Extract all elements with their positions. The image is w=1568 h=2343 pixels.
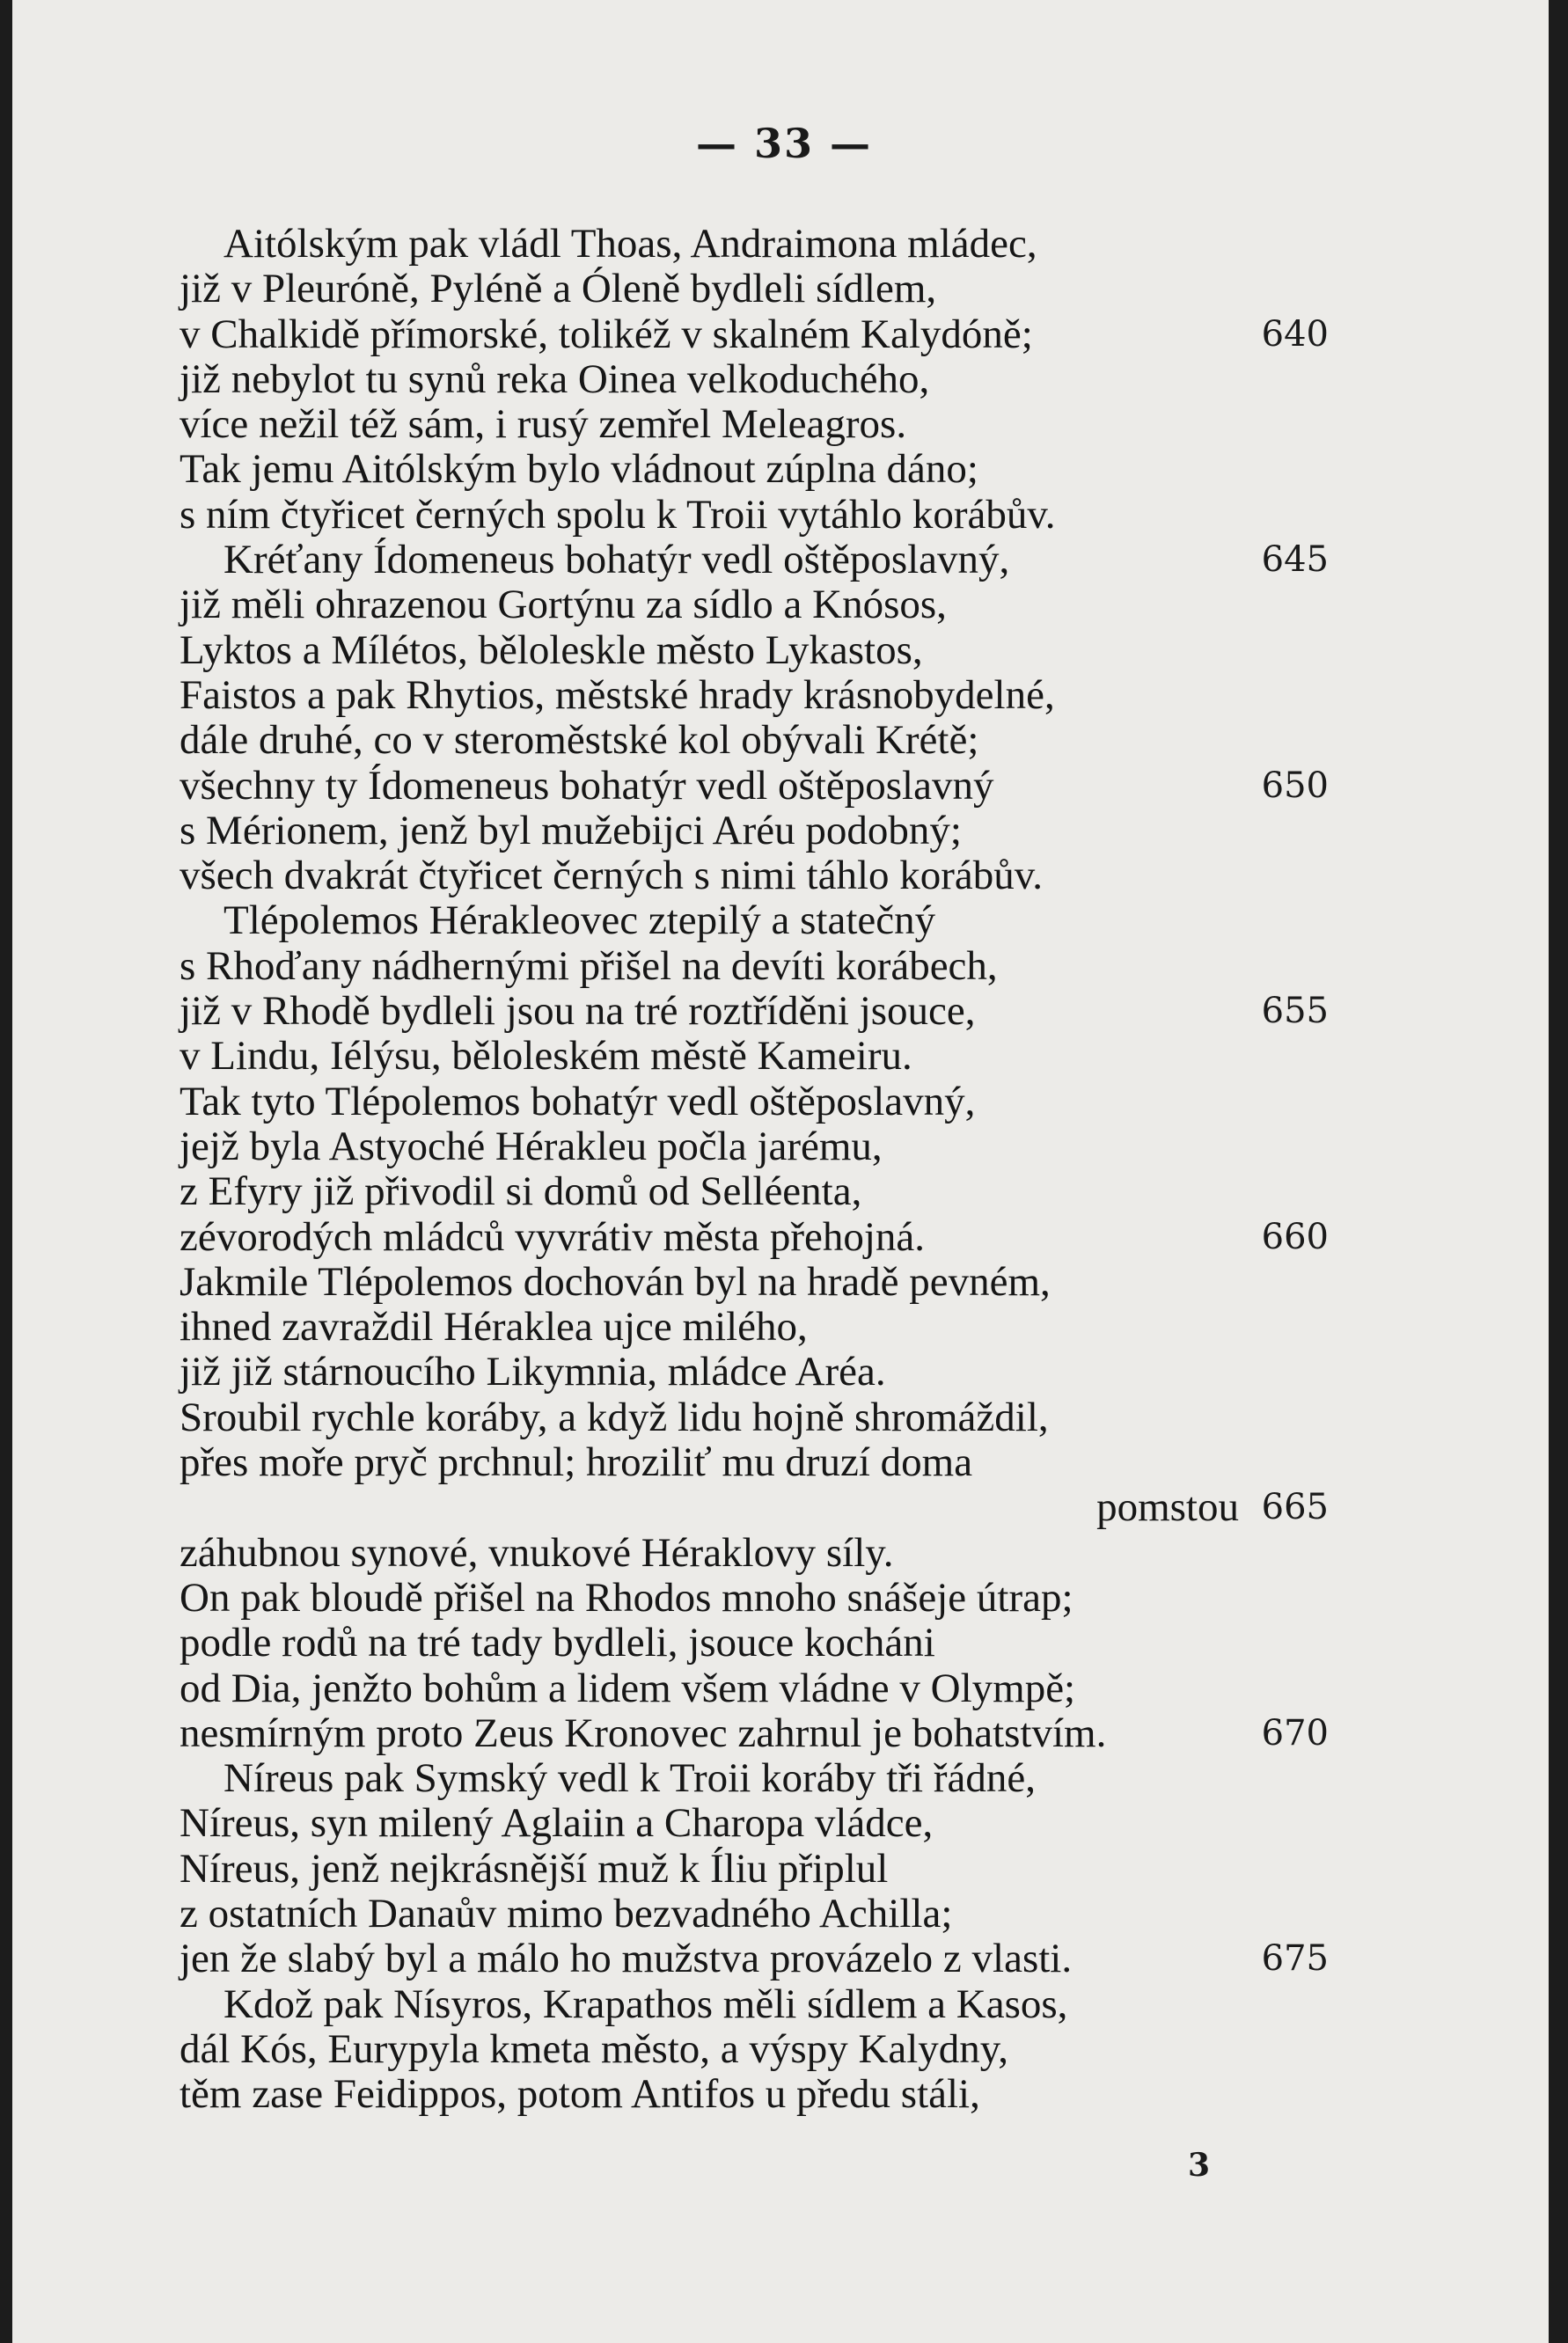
verse-line-text: Tlépolemos Hérakleovec ztepilý a statečný [223, 897, 936, 944]
verse-line-text: Lyktos a Mílétos, běloleskle město Lykastos, [180, 626, 923, 673]
verse-line-text: s Rhoďany nádhernými přišel na devíti korábech, [180, 942, 998, 989]
verse-line [180, 2072, 1350, 2117]
verse-line-text: již již stárnoucího Likymnia, mládce Aréa. [180, 1349, 886, 1395]
verse-line-text: Jakmile Tlépolemos dochován byl na hradě pevném, [180, 1258, 1051, 1305]
verse-line [180, 944, 1350, 989]
verse-line [180, 718, 1350, 763]
scan-border-right [1549, 0, 1568, 2343]
verse-line [180, 628, 1350, 673]
verse-line-text: všechny ty Ídomeneus bohatýr vedl oštěposlavný [180, 762, 994, 809]
verse-line [180, 2027, 1350, 2072]
verse-text [180, 222, 1350, 2117]
verse-line [180, 1621, 1350, 1666]
verse-line-text: zévorodých mládců vyvrátiv města přehojná. [180, 1213, 926, 1260]
verse-line [180, 357, 1350, 402]
line-number: 655 [1261, 991, 1329, 1032]
verse-line [180, 1440, 1350, 1485]
verse-line [180, 582, 1350, 627]
verse-line [180, 1666, 1350, 1711]
verse-line-text: jen že slabý byl a málo ho mužstva provázelo z vlasti. [180, 1936, 1073, 1982]
verse-line-text: těm zase Feidippos, potom Antifos u předu stáli, [180, 2071, 980, 2118]
page-number-header: — 33 — [695, 120, 873, 167]
verse-line [180, 1215, 1350, 1260]
verse-line-text: Tak tyto Tlépolemos bohatýr vedl oštěposlavný, [180, 1078, 976, 1124]
verse-line [180, 1937, 1350, 1981]
verse-line [180, 1801, 1350, 1846]
verse-line-text: již nebylot tu synů reka Oinea velkoduchého, [180, 355, 930, 402]
verse-line [180, 809, 1350, 853]
line-number: 645 [1261, 539, 1329, 581]
verse-line-text: více nežil též sám, i rusý zemřel Meleagros. [180, 401, 907, 448]
verse-line-text: s Mérionem, jenž byl mužebijci Aréu podobný; [180, 807, 962, 853]
verse-line-text: již měli ohrazenou Gortýnu za sídlo a Knósos, [180, 582, 947, 628]
verse-line [180, 538, 1350, 582]
verse-line [180, 267, 1350, 311]
verse-line-text: Kdož pak Nísyros, Krapathos měli sídlem a Kasos, [223, 1981, 1068, 2027]
verse-line [180, 764, 1350, 809]
verse-line [180, 1350, 1350, 1395]
verse-line-text: podle rodů na tré tady bydleli, jsouce kocháni [180, 1620, 935, 1666]
verse-line-text: z Efyry již přivodil si domů od Selléenta, [180, 1168, 862, 1215]
verse-line [180, 222, 1350, 267]
verse-line-text: Faistos a pak Rhytios, městské hrady krásnobydelné, [180, 671, 1055, 718]
line-number: 665 [1261, 1487, 1329, 1528]
verse-line-text: On pak bloudě přišel na Rhodos mnoho snášeje útrap; [180, 1574, 1073, 1621]
verse-line-text: všech dvakrát čtyřicet černých s nimi táhlo korábův. [180, 853, 1043, 899]
verse-line [180, 1080, 1350, 1124]
verse-line-text: pomstou [1096, 1484, 1239, 1531]
verse-line [180, 1892, 1350, 1937]
verse-line-text: v Lindu, Iélýsu, běloleském městě Kameiru. [180, 1033, 912, 1080]
verse-line-text: v Chalkidě přímorské, tolikéž v skalném Kalydóně; [180, 311, 1033, 357]
verse-line-text: již v Pleuróně, Pyléně a Óleně bydleli sídlem, [180, 266, 937, 312]
signature-mark: 3 [1188, 2147, 1211, 2184]
verse-line-text: dál Kós, Eurypyla kmeta město, a výspy Kalydny, [180, 2025, 1008, 2072]
verse-line-text: Tak jemu Aitólským bylo vládnout zúplna dáno; [180, 446, 978, 493]
verse-line-text: dále druhé, co v steroměstské kol obývali Krétě; [180, 717, 979, 764]
line-number: 670 [1261, 1712, 1329, 1754]
verse-line-text: s ním čtyřicet černých spolu k Troii vytáhlo korábův. [180, 491, 1056, 538]
verse-line [180, 1169, 1350, 1214]
verse-line [180, 1847, 1350, 1892]
verse-line [180, 898, 1350, 943]
line-number: 660 [1261, 1216, 1329, 1257]
verse-line [180, 1756, 1350, 1801]
verse-line-text: jejž byla Astyoché Hérakleu počla jarému, [180, 1123, 883, 1169]
verse-line [180, 493, 1350, 538]
verse-line [180, 1305, 1350, 1350]
verse-line-text: Níreus, syn milený Aglaiin a Charopa vládce, [180, 1800, 934, 1847]
verse-line-text: Sroubil rychle koráby, a když lidu hojně shromáždil, [180, 1394, 1049, 1440]
line-number: 640 [1261, 313, 1329, 355]
verse-line [180, 1485, 1350, 1530]
scan-border-left [0, 0, 12, 2343]
verse-line [180, 447, 1350, 492]
verse-line-text: záhubnou synové, vnukové Héraklovy síly. [180, 1529, 894, 1576]
verse-line [180, 1711, 1350, 1756]
verse-line-text: Kréťany Ídomeneus bohatýr vedl oštěposlavný, [223, 537, 1010, 583]
verse-line [180, 1034, 1350, 1079]
verse-line [180, 1576, 1350, 1621]
verse-line [180, 402, 1350, 447]
verse-line-text: přes moře pryč prchnul; hroziliť mu druzí doma [180, 1439, 973, 1486]
verse-line-text: z ostatních Danaův mimo bezvadného Achilla; [180, 1890, 953, 1937]
verse-line-text: Níreus, jenž nejkrásnější muž k Íliu připlul [180, 1845, 889, 1892]
verse-line-text: ihned zavraždil Héraklea ujce milého, [180, 1304, 808, 1351]
verse-line [180, 673, 1350, 718]
verse-line [180, 853, 1350, 898]
verse-line [180, 989, 1350, 1034]
verse-line [180, 312, 1350, 357]
verse-line-text: nesmírným proto Zeus Kronovec zahrnul je bohatstvím. [180, 1710, 1107, 1756]
verse-line [180, 1531, 1350, 1576]
line-number: 675 [1261, 1938, 1329, 1980]
verse-line [180, 1124, 1350, 1169]
verse-line-text: od Dia, jenžto bohům a lidem všem vládne v Olympě; [180, 1665, 1076, 1711]
line-number: 650 [1261, 765, 1329, 806]
verse-line [180, 1395, 1350, 1440]
verse-line [180, 1260, 1350, 1305]
verse-line [180, 1982, 1350, 2027]
verse-line-text: Aitólským pak vládl Thoas, Andraimona mládec, [223, 221, 1037, 267]
verse-line-text: již v Rhodě bydleli jsou na tré roztříděni jsouce, [180, 988, 976, 1035]
verse-line-text: Níreus pak Symský vedl k Troii koráby tři řádné, [223, 1755, 1036, 1802]
